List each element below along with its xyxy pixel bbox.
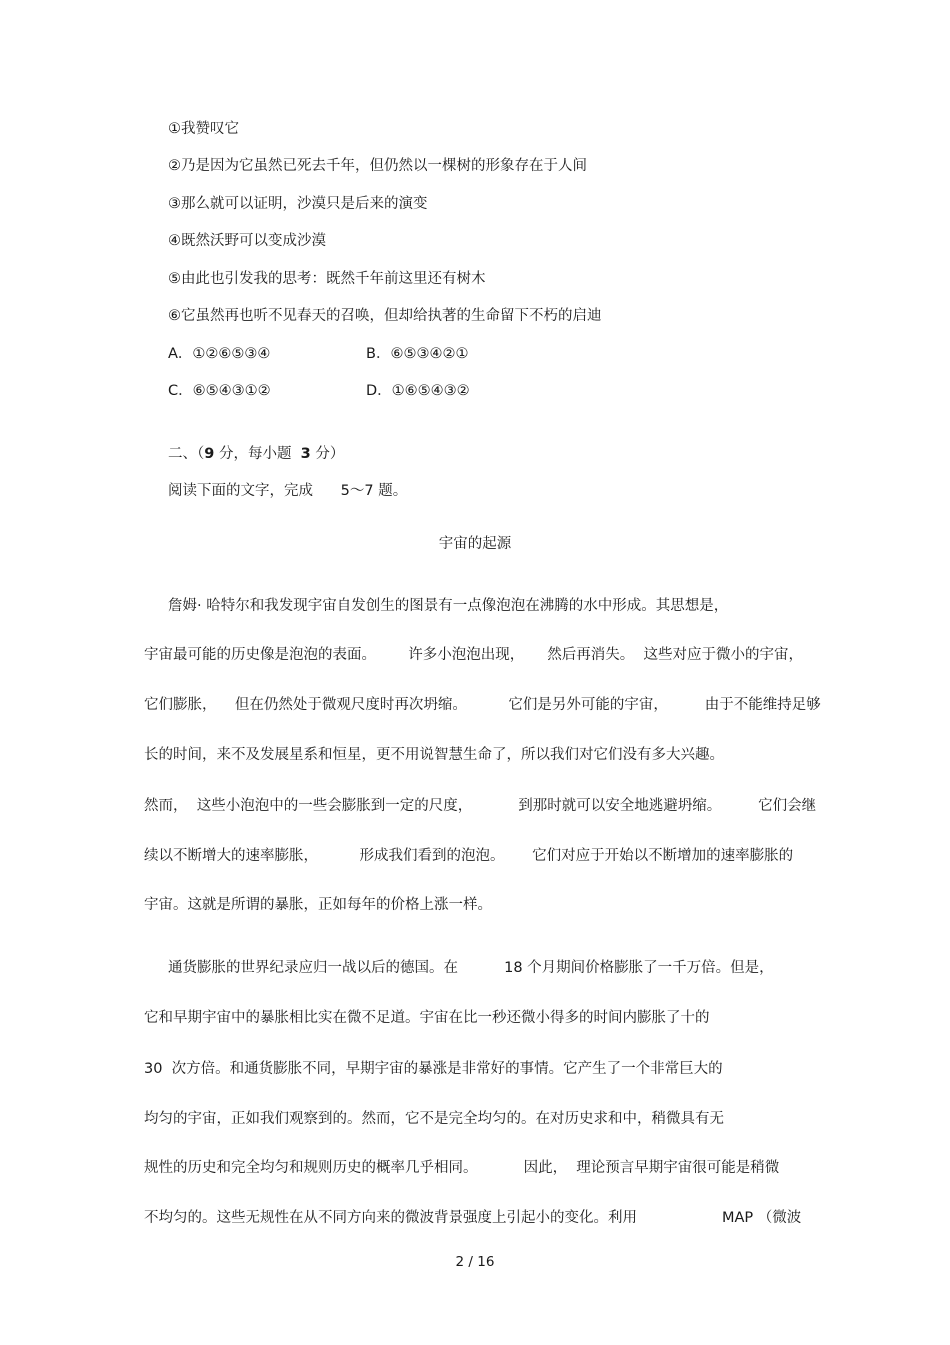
item-1: ①我赞叹它 bbox=[168, 121, 239, 137]
instruction: 阅读下面的文字，完成 5～7 题。 bbox=[168, 483, 408, 499]
option-a: A．①②⑥⑤③④ bbox=[168, 346, 271, 362]
page-number: 2 / 16 bbox=[455, 1254, 495, 1270]
item-6: ⑥它虽然再也听不见春天的召唤，但却给执著的生命留下不朽的启迪 bbox=[168, 308, 602, 324]
section-suffix: 分） bbox=[310, 446, 345, 462]
passage-line: 规性的历史和完全均匀和规则历史的概率几乎相同。 因此， 理论预言早期宇宙很可能是稍微 bbox=[144, 1160, 780, 1176]
item-2: ②乃是因为它虽然已死去千年，但仍然以一棵树的形象存在于人间 bbox=[168, 158, 587, 174]
passage-line: 它们膨胀， 但在仍然处于微观尺度时再次坍缩。 它们是另外可能的宇宙， 由于不能维持足够 bbox=[144, 697, 821, 713]
item-5: ⑤由此也引发我的思考：既然千年前这里还有树木 bbox=[168, 271, 486, 287]
item-3: ③那么就可以证明，沙漠只是后来的演变 bbox=[168, 196, 428, 212]
section-mid: 分，每小题 bbox=[214, 446, 301, 462]
passage-line: 宇宙。这就是所谓的暴胀，正如每年的价格上涨一样。 bbox=[144, 897, 492, 913]
passage-line: 詹姆· 哈特尔和我发现宇宙自发创生的图景有一点像泡泡在沸腾的水中形成。其思想是， bbox=[168, 598, 729, 614]
passage-title: 宇宙的起源 bbox=[438, 536, 512, 552]
passage-line: 它和早期宇宙中的暴胀相比实在微不足道。宇宙在比一秒还微小得多的时间内膨胀了十的 bbox=[144, 1010, 710, 1026]
option-d: D．①⑥⑤④③② bbox=[366, 383, 470, 399]
passage-line: 长的时间，来不及发展星系和恒星，更不用说智慧生命了，所以我们对它们没有多大兴趣。 bbox=[144, 747, 724, 763]
section-heading bbox=[168, 444, 344, 464]
option-c: C．⑥⑤④③①② bbox=[168, 383, 271, 399]
passage-line: 通货膨胀的世界纪录应归一战以后的德国。在 18 个月期间价格膨胀了一千万倍。但是， bbox=[168, 960, 774, 976]
section-points: 9 bbox=[204, 446, 215, 462]
passage-line: 均匀的宇宙，正如我们观察到的。然而，它不是完全均匀的。在对历史求和中，稍微具有无 bbox=[144, 1111, 724, 1127]
passage-line-tail: MAP （微波 bbox=[722, 1210, 802, 1226]
passage-line: 30 次方倍。和通货膨胀不同，早期宇宙的暴涨是非常好的事情。它产生了一个非常巨大的 bbox=[144, 1061, 723, 1077]
passage-line: 续以不断增大的速率膨胀， 形成我们看到的泡泡。 它们对应于开始以不断增加的速率膨胀的 bbox=[144, 848, 794, 864]
section-each-points: 3 bbox=[300, 446, 311, 462]
passage-line: 然而， 这些小泡泡中的一些会膨胀到一定的尺度， 到那时就可以安全地逃避坍缩。 它们会继 bbox=[144, 798, 817, 814]
section-prefix: 二、（ bbox=[168, 446, 205, 462]
passage-line: 不均匀的。这些无规性在从不同方向来的微波背景强度上引起小的变化。利用 bbox=[144, 1210, 637, 1226]
item-4: ④既然沃野可以变成沙漠 bbox=[168, 233, 326, 249]
passage-line: 宇宙最可能的历史像是泡泡的表面。 许多小泡泡出现， 然后再消失。 这些对应于微小的宇宙， bbox=[144, 647, 804, 663]
option-b: B．⑥⑤③④②① bbox=[366, 346, 469, 362]
